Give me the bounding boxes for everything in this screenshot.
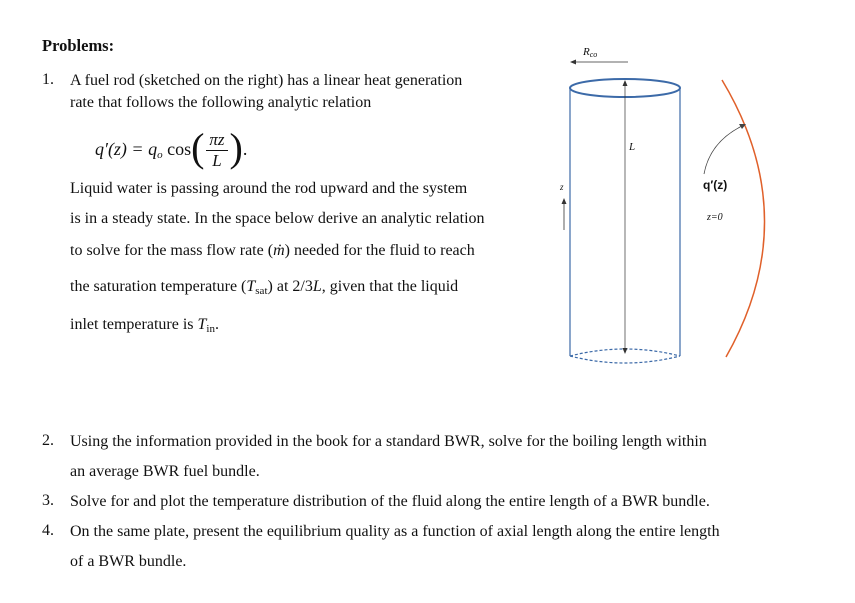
z-axis-arrowhead: [562, 198, 567, 204]
problem-1-line-5: to solve for the mass flow rate (ṁ) needed for the fluid to reach: [70, 242, 475, 259]
equation-lhs: q′(z) = q: [95, 139, 158, 159]
z-axis-label: z: [560, 182, 564, 192]
heat-profile-curve: [722, 80, 765, 357]
problem-3-line-1: Solve for and plot the temperature distribution of the fluid along the entire length of a BWR bundle.: [70, 493, 710, 510]
problem-3-number: 3.: [42, 492, 54, 509]
fuel-rod-diagram: [540, 30, 770, 375]
problem-1-line-6: the saturation temperature $(T_{sat})$ at 2/3L, given that the liquid: [70, 278, 459, 297]
problem-1-line-2: rate that follows the following analytic relation: [70, 94, 372, 111]
problem-1-number: 1.: [42, 71, 54, 88]
equation-lhs-subscript: o: [157, 149, 163, 161]
problem-4-number: 4.: [42, 522, 54, 539]
equation-cos: cos: [167, 139, 192, 159]
length-label: L: [629, 141, 636, 153]
rco-label: Rco: [583, 46, 598, 59]
tsat-symbol: T: [246, 278, 256, 295]
problem-4-line-2: of a BWR bundle.: [70, 553, 187, 570]
tin-symbol: T: [197, 316, 207, 333]
problem-1-line-1: A fuel rod (sketched on the right) has a linear heat generation: [70, 72, 463, 89]
heat-generation-equation: $q'(z) = q_o$ cos( $\frac{\pi z}{L}$ ).: [95, 125, 248, 171]
page-heading: Problems:: [42, 36, 115, 55]
problem-2-line-2: an average BWR fuel bundle.: [70, 463, 260, 480]
problem-4-line-1: On the same plate, present the equilibrium quality as a function of axial length along the entire length: [70, 523, 720, 540]
length-arrow-bottom: [623, 348, 628, 354]
problem-2-line-1: Using the information provided in the book for a standard BWR, solve for the boiling length within: [70, 433, 707, 450]
mass-flow-symbol: ṁ: [273, 242, 285, 259]
heat-pointer: [704, 126, 742, 174]
problem-1-line-3: Liquid water is passing around the rod upward and the system: [70, 180, 468, 197]
heat-profile-label: q′(z): [703, 178, 728, 192]
equation-numerator: πz: [206, 130, 227, 151]
rod-bottom-front: [570, 356, 680, 363]
z-origin-label: z=0: [707, 212, 723, 223]
equation-denominator: L: [212, 151, 222, 171]
problem-2-number: 2.: [42, 432, 54, 449]
problem-1-line-7: inlet temperature is $T_{in}$.: [70, 316, 219, 335]
equation-end: .: [242, 139, 248, 159]
length-arrow-top: [623, 80, 628, 86]
rco-arrowhead: [570, 60, 576, 65]
problem-1-line-4: is in a steady state. In the space below derive an analytic relation: [70, 210, 485, 227]
